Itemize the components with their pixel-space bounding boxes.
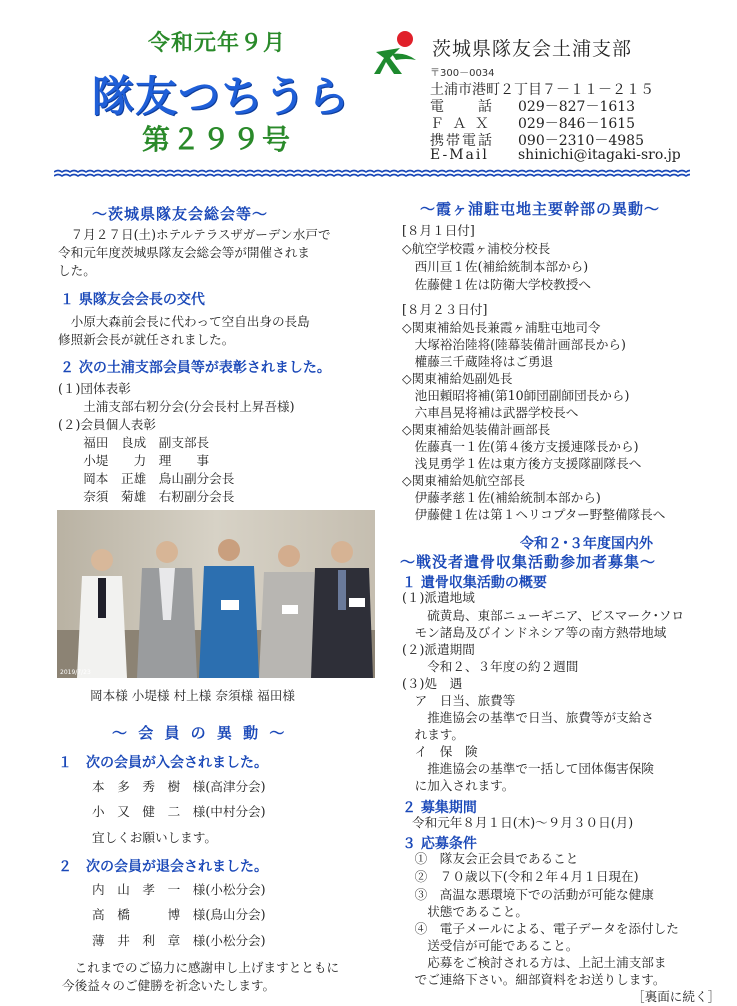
award-line: 土浦支部右籾分会(分会長村上昇吾様) — [58, 399, 295, 414]
item1-line: 修照新会長が就任されました。 — [58, 332, 235, 347]
continued-note: ［裏面に続く］ — [632, 989, 721, 1004]
recruitment-line: ア 日当、旅費等 — [402, 693, 516, 708]
recruitment-line: モン諸島及びインドネシア等の南方熱帯地域 — [402, 625, 667, 640]
intro-line: ７月２７日(土)ホテルテラスザガーデン水戸で — [58, 227, 331, 242]
personnel-line: 佐藤真一１佐(第４後方支援連隊長から) — [402, 439, 639, 454]
general-meeting-heading: ～茨城県隊友会総会等～ — [92, 205, 269, 223]
intro-line: 令和元年度茨城県隊友会総会等が開催されま — [58, 245, 310, 260]
recruitment-s3-heading: ３ 応募条件 — [402, 836, 477, 852]
item2-heading: ２ 次の土浦支部会員等が表彰されました。 — [60, 360, 331, 376]
award-line: 福田 良成 副支部長 — [58, 435, 210, 450]
condition-line: でご連絡下さい。細部資料をお送りします。 — [402, 972, 666, 987]
recruitment-line: 推進協会の基準で日当、旅費等が支給さ — [402, 710, 654, 725]
contact-label: E-Mail — [430, 147, 489, 163]
contact-label: 携帯電話 — [430, 133, 494, 149]
issue-number: 第２９９号 — [142, 123, 293, 156]
personnel-line: ◇航空学校霞ヶ浦校分校長 — [402, 241, 551, 256]
kasumigaura-heading: ～霞ヶ浦駐屯地主要幹部の異動～ — [420, 200, 661, 218]
condition-line: 応募をご検討される方は、上記土浦支部ま — [402, 955, 667, 970]
contact-email — [430, 147, 681, 163]
member-changes-heading: ～ 会 員 の 異 動 ～ — [112, 724, 288, 742]
recruitment-line: 硫黄島、東部ニューギニア、ビスマーク･ソロ — [402, 608, 685, 623]
recruitment-line: (２)派遣期間 — [402, 642, 475, 657]
left-member: 内 山 孝 一 様(小松分会) — [92, 882, 266, 897]
photo-caption: 岡本様 小堤様 村上様 奈須様 福田様 — [90, 688, 295, 703]
contact-label: Ｆ Ａ Ｘ — [430, 116, 491, 132]
award-line: (１)団体表彰 — [58, 381, 131, 396]
recruitment-period: 令和元年８月１日(木)～９月３０日(月) — [412, 815, 634, 830]
joined-member: 小 又 健 二 様(中村分会) — [92, 804, 266, 819]
postal-code: 〒300－0034 — [430, 68, 495, 79]
condition-line: ② ７０歳以下(令和２年４月１日現在) — [402, 869, 639, 884]
item1-line: 小原大森前会長に代わって空自出身の長島 — [58, 314, 310, 329]
contact-value: 029－827－1613 — [518, 99, 636, 115]
recruitment-line: イ 保 険 — [402, 744, 478, 759]
intro-line: した。 — [58, 263, 96, 278]
personnel-line: ◇関東補給処長兼霞ヶ浦駐屯地司令 — [402, 320, 601, 335]
photo-stamp: 2019/7/23 — [60, 669, 91, 676]
newsletter-title: 隊友つちうら — [92, 72, 351, 121]
joined-member: 本 多 秀 樹 様(高津分会) — [92, 779, 266, 794]
award-line: 小堤 力 理 事 — [58, 453, 210, 468]
recruitment-s1-heading: １ 遺骨収集活動の概要 — [402, 575, 547, 591]
personnel-line: [８月２３日付] — [402, 302, 488, 317]
left-heading: ２ 次の会員が退会されました。 — [58, 859, 268, 875]
personnel-line: 大塚裕治陸将(陸幕装備計画部長から) — [402, 337, 626, 352]
address: 土浦市港町２丁目７－１１－２１５ — [430, 82, 654, 98]
recruitment-line: 推進協会の基準で一括して団体傷害保険 — [402, 761, 654, 776]
condition-line: 状態であること。 — [402, 904, 528, 919]
recruitment-line: に加入されます。 — [402, 778, 515, 793]
joined-note: 宜しくお願いします。 — [92, 830, 217, 845]
contact-value: 029－846－1615 — [518, 116, 636, 132]
personnel-line: 池田頼昭将補(第10師団副師団長から) — [402, 388, 630, 403]
personnel-line: 伊藤孝慈１佐(補給統制本部から) — [402, 490, 601, 505]
recruitment-line: 令和２、３年度の約２週間 — [402, 659, 579, 674]
condition-line: ① 隊友会正会員であること — [402, 851, 579, 866]
contact-value: shinichi@itagaki-sro.jp — [518, 147, 681, 163]
personnel-line: 六車昌晃将補は武器学校長へ — [402, 405, 579, 420]
left-member: 高 橋 博 様(鳥山分会) — [92, 907, 266, 922]
personnel-line: 權藤三千蔵陸将はご勇退 — [402, 354, 554, 369]
issue-date: 令和元年９月 — [148, 31, 287, 56]
left-member: 薄 井 利 章 様(小松分会) — [92, 933, 266, 948]
personnel-line: 佐藤健１佐は防衛大学校教授へ — [402, 277, 591, 292]
contact-label: 電 話 — [430, 99, 494, 115]
item1-heading: １ 県隊友会会長の交代 — [60, 292, 205, 308]
closing-line: これまでのご協力に感謝申し上げますとともに — [62, 960, 340, 975]
recruitment-line: (１)派遣地域 — [402, 590, 475, 605]
closing-line: 今後益々のご健勝を祈念いたします。 — [62, 978, 276, 993]
recruitment-line: れます。 — [402, 727, 464, 742]
wave-divider — [54, 168, 690, 178]
recruitment-heading-2: ～戦没者遺骨収集活動参加者募集～ — [400, 553, 657, 571]
recruitment-line: (３)処 遇 — [402, 676, 463, 691]
condition-line: 送受信が可能であること。 — [402, 938, 579, 953]
group-photo — [57, 510, 375, 678]
personnel-line: 浅見勇学１佐は東方後方支援隊副隊長へ — [402, 456, 642, 471]
personnel-line: ◇関東補給処副処長 — [402, 371, 513, 386]
personnel-line: ◇関東補給処装備計画部長 — [402, 422, 551, 437]
condition-line: ④ 電子メールによる、電子データを添付した — [402, 921, 679, 936]
condition-line: ③ 高温な悪環境下での活動が可能な健康 — [402, 887, 654, 902]
personnel-line: ◇関東補給処航空部長 — [402, 473, 526, 488]
org-name: 茨城県隊友会土浦支部 — [432, 38, 633, 60]
contact-value: 090－2310－4985 — [518, 133, 644, 149]
personnel-line: 伊藤健１佐は第１ヘリコプター野整備隊長へ — [402, 507, 666, 522]
award-line: 奈須 菊雄 右籾副分会長 — [58, 489, 235, 504]
org-logo-icon — [372, 30, 420, 76]
award-line: (２)会員個人表彰 — [58, 417, 156, 432]
recruitment-heading-1: 令和２･３年度国内外 — [520, 536, 653, 552]
award-line: 岡本 正雄 鳥山副分会長 — [58, 471, 235, 486]
personnel-line: 西川亘１佐(補給統制本部から) — [402, 259, 589, 274]
joined-heading: １ 次の会員が入会されました。 — [58, 755, 268, 771]
recruitment-s2-heading: ２ 募集期間 — [402, 800, 477, 816]
personnel-line: [８月１日付] — [402, 223, 475, 238]
